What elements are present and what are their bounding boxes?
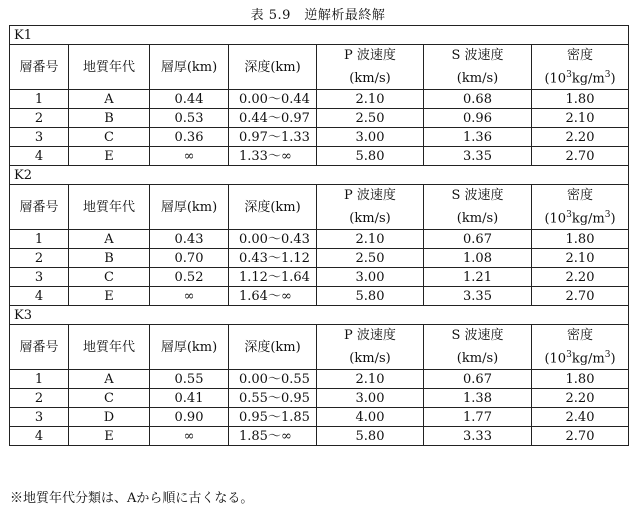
table-row <box>10 249 629 268</box>
header-p-velocity-label: P 波速度 <box>344 328 396 343</box>
cell-thickness: ∞ <box>150 287 229 306</box>
cell-s-velocity: 1.36 <box>424 128 532 147</box>
cell-s-velocity: 1.21 <box>424 268 532 287</box>
table-row <box>10 128 629 147</box>
header-s-velocity-stack <box>424 187 531 227</box>
header-p-velocity <box>317 325 424 370</box>
header-p-velocity-stack <box>317 187 423 227</box>
header-density-label: 密度 <box>567 188 594 203</box>
density-unit-pre: (10 <box>544 71 567 86</box>
header-row <box>10 45 629 90</box>
header-p-velocity-unit: (km/s) <box>349 71 391 86</box>
table-row <box>10 90 629 109</box>
cell-density: 2.20 <box>532 268 629 287</box>
header-density <box>532 325 629 370</box>
cell-p-velocity: 5.80 <box>317 147 424 166</box>
cell-depth: 0.43～1.12 <box>229 249 317 268</box>
section-title-row <box>10 306 629 325</box>
cell-density: 2.70 <box>532 147 629 166</box>
cell-density: 2.10 <box>532 249 629 268</box>
cell-thickness: 0.52 <box>150 268 229 287</box>
header-p-velocity <box>317 185 424 230</box>
cell-layer-no: 3 <box>10 268 69 287</box>
cell-layer-no: 1 <box>10 90 69 109</box>
density-unit-end: ) <box>610 71 616 86</box>
header-depth: 深度(km) <box>229 325 317 370</box>
table-row <box>10 408 629 427</box>
cell-depth: 1.12～1.64 <box>229 268 317 287</box>
cell-geo-age: C <box>69 128 150 147</box>
cell-p-velocity: 3.00 <box>317 389 424 408</box>
table-row <box>10 287 629 306</box>
table-row <box>10 389 629 408</box>
cell-p-velocity: 2.50 <box>317 109 424 128</box>
cell-depth: 0.95～1.85 <box>229 408 317 427</box>
header-layer-no: 層番号 <box>10 185 69 230</box>
cell-s-velocity: 3.35 <box>424 147 532 166</box>
header-s-velocity-stack <box>424 47 531 87</box>
cell-depth: 0.55～0.95 <box>229 389 317 408</box>
cell-density: 2.40 <box>532 408 629 427</box>
header-depth: 深度(km) <box>229 45 317 90</box>
cell-p-velocity: 2.10 <box>317 90 424 109</box>
cell-depth: 0.44～0.97 <box>229 109 317 128</box>
header-s-velocity-unit: (km/s) <box>456 211 499 226</box>
section-title: K1 <box>10 26 629 45</box>
cell-depth: 1.64～∞ <box>229 287 317 306</box>
header-density <box>532 45 629 90</box>
cell-depth: 0.00～0.43 <box>229 230 317 249</box>
header-density-label: 密度 <box>567 48 594 63</box>
cell-layer-no: 2 <box>10 249 69 268</box>
cell-geo-age: A <box>69 370 150 389</box>
cell-layer-no: 4 <box>10 287 69 306</box>
cell-depth: 1.33～∞ <box>229 147 317 166</box>
cell-thickness: 0.70 <box>150 249 229 268</box>
table-caption: 表 5.9 逆解析最終解 <box>250 8 386 23</box>
header-geo-age: 地質年代 <box>69 45 150 90</box>
cell-thickness: 0.90 <box>150 408 229 427</box>
cell-geo-age: D <box>69 408 150 427</box>
header-p-velocity-stack <box>317 327 423 367</box>
table-row <box>10 109 629 128</box>
density-unit-end: ) <box>610 351 616 366</box>
header-s-velocity-stack <box>424 327 531 367</box>
cell-s-velocity: 0.68 <box>424 90 532 109</box>
density-unit-sup: 3 <box>566 69 572 80</box>
header-row <box>10 185 629 230</box>
header-density-unit <box>532 351 628 365</box>
cell-p-velocity: 3.00 <box>317 128 424 147</box>
cell-p-velocity: 4.00 <box>317 408 424 427</box>
cell-density: 1.80 <box>532 90 629 109</box>
header-s-velocity-label: S 波速度 <box>451 48 504 63</box>
header-density-stack <box>532 327 628 367</box>
header-geo-age: 地質年代 <box>69 185 150 230</box>
cell-layer-no: 1 <box>10 230 69 249</box>
density-unit-sup2: 3 <box>604 69 611 80</box>
cell-p-velocity: 5.80 <box>317 287 424 306</box>
cell-thickness: 0.55 <box>150 370 229 389</box>
table-row <box>10 427 629 446</box>
cell-density: 1.80 <box>532 370 629 389</box>
table-body <box>10 26 629 446</box>
cell-density: 2.20 <box>532 128 629 147</box>
cell-geo-age: E <box>69 147 150 166</box>
cell-layer-no: 4 <box>10 427 69 446</box>
header-s-velocity <box>424 325 532 370</box>
header-s-velocity-unit: (km/s) <box>456 351 499 366</box>
header-density-unit <box>532 211 628 225</box>
cell-thickness: 0.53 <box>150 109 229 128</box>
density-unit-sup2: 3 <box>604 349 611 360</box>
cell-depth: 0.00～0.55 <box>229 370 317 389</box>
cell-depth: 1.85～∞ <box>229 427 317 446</box>
density-unit-sup: 3 <box>566 349 572 360</box>
section-title: K3 <box>10 306 629 325</box>
header-s-velocity-unit: (km/s) <box>456 71 499 86</box>
header-geo-age: 地質年代 <box>69 325 150 370</box>
cell-geo-age: A <box>69 230 150 249</box>
cell-s-velocity: 3.33 <box>424 427 532 446</box>
cell-geo-age: C <box>69 389 150 408</box>
cell-thickness: 0.41 <box>150 389 229 408</box>
density-unit-pre: (10 <box>544 351 567 366</box>
header-s-velocity <box>424 45 532 90</box>
table-row <box>10 230 629 249</box>
cell-p-velocity: 2.10 <box>317 370 424 389</box>
header-thickness: 層厚(km) <box>150 185 229 230</box>
cell-density: 2.70 <box>532 427 629 446</box>
cell-p-velocity: 2.10 <box>317 230 424 249</box>
cell-s-velocity: 1.38 <box>424 389 532 408</box>
cell-geo-age: E <box>69 287 150 306</box>
header-layer-no: 層番号 <box>10 45 69 90</box>
header-s-velocity-label: S 波速度 <box>451 328 504 343</box>
section-title: K2 <box>10 166 629 185</box>
header-row <box>10 325 629 370</box>
density-unit-sup2: 3 <box>604 209 611 220</box>
section-title-row <box>10 26 629 45</box>
density-unit-pre: (10 <box>544 211 567 226</box>
cell-thickness: ∞ <box>150 147 229 166</box>
cell-layer-no: 3 <box>10 408 69 427</box>
header-thickness: 層厚(km) <box>150 45 229 90</box>
cell-thickness: 0.44 <box>150 90 229 109</box>
cell-p-velocity: 5.80 <box>317 427 424 446</box>
cell-density: 2.10 <box>532 109 629 128</box>
density-unit-post: kg/m <box>571 211 605 226</box>
table-row <box>10 147 629 166</box>
cell-s-velocity: 1.77 <box>424 408 532 427</box>
header-density-unit <box>532 71 628 85</box>
header-density-label: 密度 <box>567 328 594 343</box>
header-p-velocity-label: P 波速度 <box>344 48 396 63</box>
cell-layer-no: 2 <box>10 389 69 408</box>
cell-depth: 0.00～0.44 <box>229 90 317 109</box>
header-depth: 深度(km) <box>229 185 317 230</box>
inversion-result-table <box>9 25 629 446</box>
cell-s-velocity: 1.08 <box>424 249 532 268</box>
header-density <box>532 185 629 230</box>
cell-geo-age: C <box>69 268 150 287</box>
cell-density: 2.70 <box>532 287 629 306</box>
cell-thickness: ∞ <box>150 427 229 446</box>
header-thickness: 層厚(km) <box>150 325 229 370</box>
cell-p-velocity: 3.00 <box>317 268 424 287</box>
cell-s-velocity: 0.67 <box>424 230 532 249</box>
header-s-velocity-label: S 波速度 <box>451 188 504 203</box>
table-row <box>10 370 629 389</box>
density-unit-end: ) <box>610 211 616 226</box>
density-unit-sup: 3 <box>566 209 572 220</box>
cell-layer-no: 3 <box>10 128 69 147</box>
cell-layer-no: 1 <box>10 370 69 389</box>
header-p-velocity-label: P 波速度 <box>344 188 396 203</box>
header-p-velocity-stack <box>317 47 423 87</box>
header-density-stack <box>532 47 628 87</box>
cell-s-velocity: 3.35 <box>424 287 532 306</box>
cell-layer-no: 4 <box>10 147 69 166</box>
header-p-velocity <box>317 45 424 90</box>
header-density-stack <box>532 187 628 227</box>
cell-geo-age: B <box>69 249 150 268</box>
cell-density: 2.20 <box>532 389 629 408</box>
header-p-velocity-unit: (km/s) <box>349 351 391 366</box>
cell-s-velocity: 0.96 <box>424 109 532 128</box>
header-s-velocity <box>424 185 532 230</box>
cell-geo-age: B <box>69 109 150 128</box>
table-row <box>10 268 629 287</box>
footnote: ※地質年代分類は、Aから順に古くなる。 <box>10 491 254 506</box>
density-unit-post: kg/m <box>571 351 605 366</box>
cell-layer-no: 2 <box>10 109 69 128</box>
section-title-row <box>10 166 629 185</box>
cell-thickness: 0.36 <box>150 128 229 147</box>
cell-geo-age: A <box>69 90 150 109</box>
cell-geo-age: E <box>69 427 150 446</box>
cell-s-velocity: 0.67 <box>424 370 532 389</box>
header-layer-no: 層番号 <box>10 325 69 370</box>
cell-p-velocity: 2.50 <box>317 249 424 268</box>
cell-density: 1.80 <box>532 230 629 249</box>
cell-thickness: 0.43 <box>150 230 229 249</box>
density-unit-post: kg/m <box>571 71 605 86</box>
header-p-velocity-unit: (km/s) <box>349 211 391 226</box>
cell-depth: 0.97～1.33 <box>229 128 317 147</box>
